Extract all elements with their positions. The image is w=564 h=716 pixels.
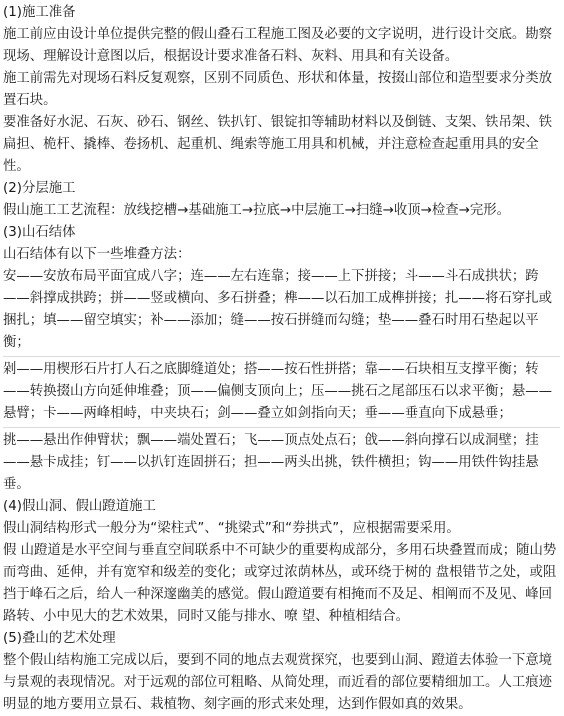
paragraph: 挑——悬出作伸臂状；飘——端处置石；飞——顶点处点石；戗——斜向撑石以成洞壁；挂——悬卡成挂；钉——以扒钉连固拼石；担——两头出挑，铁件横担；钩——用铁件钩挂悬垂。 [3, 427, 560, 496]
section-heading-preparation: (1)施工准备 [3, 5, 76, 20]
paragraph: 整个假山结构施工完成以后，要到不同的地点去观赏探究，也要到山洞、蹬道去体验一下意境与景观的表现情况。对于远观的部位可粗略、从简处理，而近看的部位要精细加工。人工痕迹明显的地方要用立景石、栽植物、刻字画的形式来处理，达到作假如真的效果。 [3, 653, 553, 712]
paragraph: 剁——用楔形石片打人石之底脚缝道处；搭——按石性拼搭；靠——石块相互支撑平衡；转——转换掇山方向延伸堆叠；顶——偏侧支顶向上；压——挑石之尾部压石以求平衡；悬——悬臂；卡——两峰相峙，中夹块石；剑——叠立如剑指向天；垂——垂直向下成悬垂； [3, 356, 560, 425]
paragraph: 假山洞结构形式一般分为“梁柱式”、“挑梁式”和“券拱式”，应根据需要采用。 [3, 521, 460, 536]
paragraph: 施工前应由设计单位提供完整的假山叠石工程施工图及必要的文字说明，进行设计交底。勘察现场、理解设计意图以后，根据设计要求准备石料、灰料、用具和有关设备。 [3, 27, 553, 64]
section-heading-cave-and-path: (4)假山洞、假山蹬道施工 [3, 499, 156, 514]
section-heading-layered-construction: (2)分层施工 [3, 181, 76, 196]
paragraph: 山石结体有以下一些堆叠方法： [3, 247, 191, 262]
section-heading-artistic-treatment: (5)叠山的艺术处理 [3, 631, 116, 646]
section-heading-rock-structure: (3)山石结体 [3, 225, 76, 240]
paragraph: 要准备好水泥、石灰、砂石、钢丝、铁扒钉、银锭扣等辅助材料以及倒链、支架、铁吊架、铁扁担、桅杆、撬棒、卷扬机、起重机、绳索等施工用具和机械，并注意检查起重用具的安全性。 [3, 115, 553, 174]
paragraph: 假 山蹬道是水平空间与垂直空间联系中不可缺少的重要构成部分，多用石块叠置而成；随山势而弯曲、延伸，并有宽窄和级差的变化；或穿过浓荫林丛，或环绕于树的 盘根错节之处，或阻挡于峰石之后，给人一种深邃幽美的感觉。假山蹬道要有相掩而不及足、相阐而不及见、峰回路转、小中见大的艺术效果，同时又能与排水、嘹 望、种植相结合。 [3, 543, 557, 624]
paragraph: 假山施工工艺流程：放线挖槽→基础施工→拉底→中层施工→扫缝→收顶→检查→完形。 [3, 203, 511, 218]
paragraph: 安——安放布局平面宜成八字；连——左右连靠；接——上下拼接；斗——斗石成拱状；跨——斜撑成拱跨；拼——竖或横向、多石拼叠；榫——以石加工成榫拼接；扎——将石穿扎或捆扎；填——留空填实；补——添加；缝——按石拼缝而勾缝；垫——叠石时用石垫起以平衡； [3, 269, 553, 350]
paragraph: 施工前需先对现场石料反复观察，区别不同质色、形状和体量，按掇山部位和造型要求分类放置石块。 [3, 71, 553, 108]
